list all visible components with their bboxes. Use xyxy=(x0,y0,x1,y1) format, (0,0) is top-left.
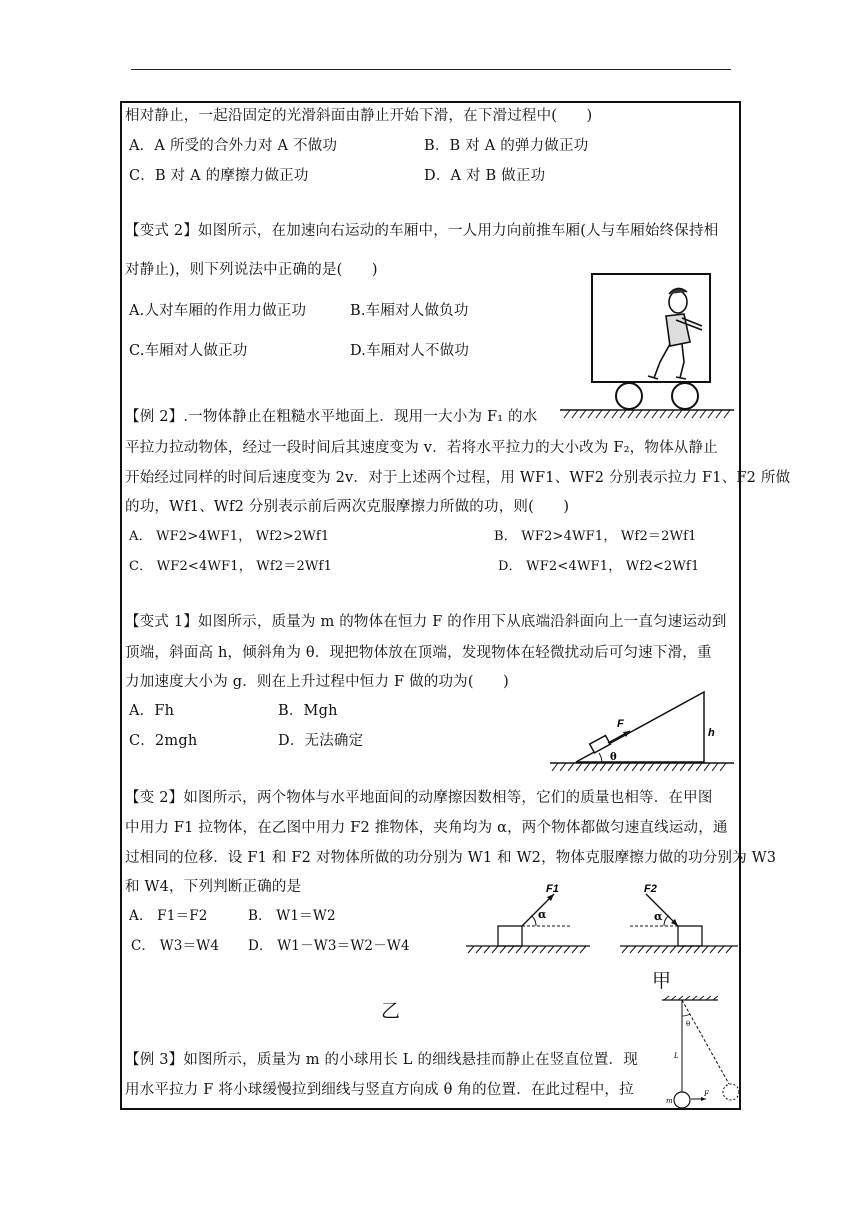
bs2-option-a: A.人对车厢的作用力做正功 xyxy=(129,303,307,319)
b2-option-b: B． W1＝W2 xyxy=(248,908,336,924)
bs1-stem-3: 力加速度大小为 g．则在上升过程中恒力 F 做的功为( ) xyxy=(125,674,509,690)
header-rule xyxy=(131,69,731,70)
incline-h-label: h xyxy=(708,727,715,739)
ex2-stem-1: 【例 2】.一物体静止在粗糙水平地面上．现用一大小为 F₁ 的水 xyxy=(125,409,538,425)
pend-F-label: F xyxy=(704,1090,709,1098)
bs2-stem-1: 【变式 2】如图所示，在加速向右运动的车厢中，一人用力向前推车厢(人与车厢始终保持相 xyxy=(125,223,719,239)
yi-alpha-label: α xyxy=(654,910,663,923)
q-prev-option-d: D．A 对 B 做正功 xyxy=(424,168,546,184)
pendulum-figure xyxy=(660,996,740,1108)
ex2-stem-2: 平拉力拉动物体，经过一段时间后其速度变为 v．若将水平拉力的大小改为 F₂，物体从静止 xyxy=(125,440,718,456)
q-prev-option-a: A．A 所受的合外力对 A 不做功 xyxy=(129,138,338,154)
incline-F-label: F xyxy=(617,718,624,730)
b2-option-c: C． W3＝W4 xyxy=(131,938,220,954)
incline-theta-label: θ xyxy=(610,752,617,763)
ex2-option-b: B． WF2>4WF1， Wf2＝2Wf1 xyxy=(494,529,697,544)
ex2-stem-3: 开始经过同样的时间后速度变为 2v．对于上述两个过程，用 WF1、WF2 分别表示拉力 F1、F2 所做 xyxy=(125,470,791,486)
pull-figure-jia xyxy=(466,880,591,956)
bs1-stem-2: 顶端，斜面高 h，倾斜角为 θ．现把物体放在顶端，发现物体在轻微扰动后可匀速下滑，重 xyxy=(125,645,712,661)
q-prev-stem: 相对静止，一起沿固定的光滑斜面由静止开始下滑，在下滑过程中( ) xyxy=(125,108,593,124)
bs1-option-b: B．Mgh xyxy=(278,703,338,719)
jia-alpha-label: α xyxy=(538,908,547,921)
bs2-stem-2: 对静止)，则下列说法中正确的是( ) xyxy=(125,262,378,278)
bs2-option-b: B.车厢对人做负功 xyxy=(350,303,469,319)
pend-L-label: L xyxy=(674,1052,679,1060)
pend-theta-label: θ xyxy=(686,1020,691,1028)
b2-stem-3: 过相同的位移．设 F1 和 F2 对物体所做的功分别为 W1 和 W2，物体克服摩擦力做的功分别为 W3 xyxy=(125,850,777,866)
content-frame xyxy=(120,101,741,1110)
ex2-stem-4: 的功，Wf1、Wf2 分别表示前后两次克服摩擦力所做的功，则( ) xyxy=(125,499,570,515)
b2-option-d: D． W1－W3＝W2－W4 xyxy=(248,938,410,954)
jia-F1-label: F1 xyxy=(546,883,559,895)
b2-stem-4: 和 W4，下列判断正确的是 xyxy=(125,879,302,895)
ex2-option-a: A． WF2>4WF1， Wf2>2Wf1 xyxy=(129,529,330,544)
b2-stem-2: 中用力 F1 拉物体，在乙图中用力 F2 推物体，夹角均为 α，两个物体都做匀速直线运动，通 xyxy=(125,820,728,836)
bs2-option-c: C.车厢对人做正功 xyxy=(129,343,248,359)
label-yi: 乙 xyxy=(381,1000,401,1022)
push-figure-yi xyxy=(620,880,740,956)
bs2-option-d: D.车厢对人不做功 xyxy=(350,343,470,359)
incline-figure xyxy=(548,690,738,774)
ex2-option-c: C． WF2<4WF1， Wf2＝2Wf1 xyxy=(129,559,333,574)
yi-F2-label: F2 xyxy=(644,883,657,895)
bs1-stem-1: 【变式 1】如图所示，质量为 m 的物体在恒力 F 的作用下从底端沿斜面向上一直匀速运动到 xyxy=(125,614,727,630)
q-prev-option-b: B．B 对 A 的弹力做正功 xyxy=(424,138,589,154)
pend-m-label: m xyxy=(666,1097,673,1105)
bs1-option-a: A．Fh xyxy=(129,703,175,719)
ex3-stem-1: 【例 3】如图所示，质量为 m 的小球用长 L 的细线悬挂而静止在竖直位置．现 xyxy=(125,1052,638,1068)
cart-figure xyxy=(558,272,736,420)
q-prev-option-c: C．B 对 A 的摩擦力做正功 xyxy=(129,168,309,184)
b2-stem-1: 【变 2】如图所示，两个物体与水平地面间的动摩擦因数相等，它们的质量也相等．在甲图 xyxy=(125,790,713,806)
bs1-option-c: C．2mgh xyxy=(129,733,198,749)
ex2-option-d: D． WF2<4WF1， Wf2<2Wf1 xyxy=(498,559,700,574)
label-jia: 甲 xyxy=(652,970,672,992)
bs1-option-d: D．无法确定 xyxy=(278,733,364,749)
ex3-stem-2: 用水平拉力 F 将小球缓慢拉到细线与竖直方向成 θ 角的位置．在此过程中，拉 xyxy=(125,1082,634,1098)
b2-option-a: A． F1＝F2 xyxy=(129,908,208,924)
